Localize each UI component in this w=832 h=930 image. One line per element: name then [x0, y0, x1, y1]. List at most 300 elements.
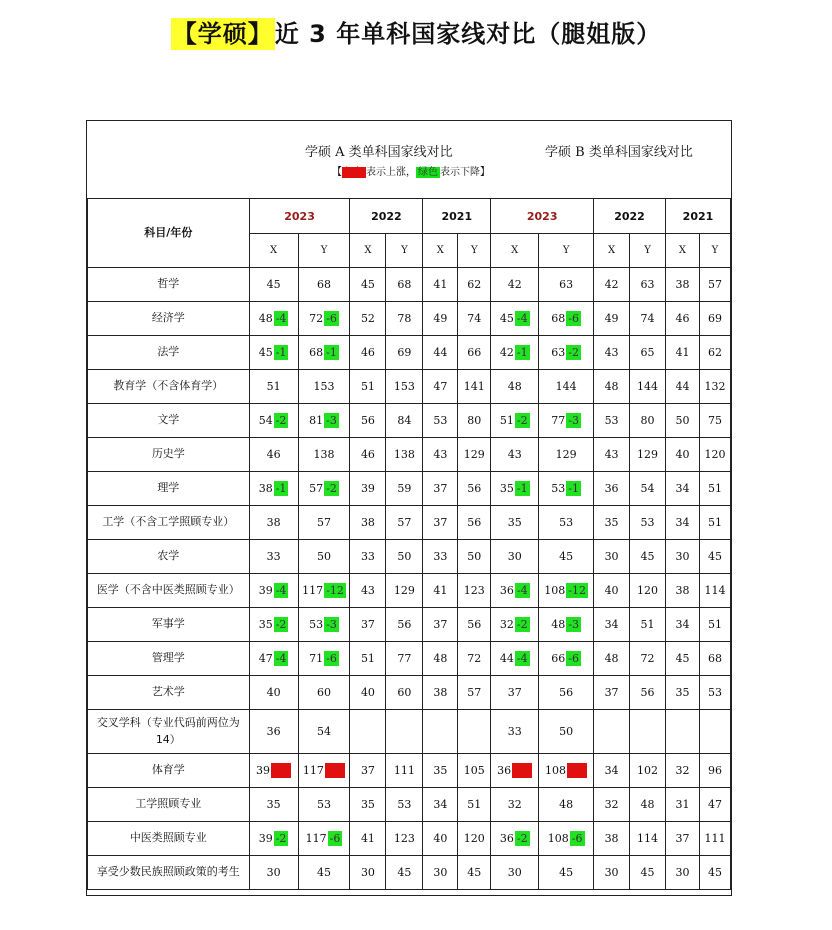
score-cell [249, 370, 298, 404]
score-cell [630, 788, 666, 822]
score-value: 35 [604, 516, 619, 529]
score-cell [491, 822, 539, 856]
score-value: 34 [675, 516, 690, 529]
score-cell [699, 506, 730, 540]
score-cell [249, 856, 298, 890]
score-value: 132 [704, 380, 726, 393]
score-cell [298, 336, 350, 370]
score-value: 69 [397, 346, 412, 359]
score-cell [630, 370, 666, 404]
score-value: 53 [559, 516, 574, 529]
score-value: 40 [360, 686, 375, 699]
subject-cell: 农学 [88, 540, 250, 574]
score-value: 38 [433, 686, 448, 699]
score-cell [665, 404, 699, 438]
score-value: 51 [640, 618, 655, 631]
score-cell [594, 506, 630, 540]
score-value: 54 [317, 725, 331, 738]
score-cell [539, 472, 594, 506]
score-cell [539, 336, 594, 370]
score-cell [630, 574, 666, 608]
score-value: 51 [360, 652, 375, 665]
score-value: 72 [309, 312, 324, 325]
score-cell [665, 506, 699, 540]
decrease-badge: -12 [568, 584, 586, 597]
decrease-badge: -2 [516, 618, 528, 631]
y-header: Y [699, 234, 730, 268]
score-value: 37 [507, 686, 522, 699]
page-title [0, 14, 832, 49]
score-cell [539, 540, 594, 574]
score-cell [423, 676, 458, 710]
score-value: 108 [547, 832, 569, 845]
score-cell [458, 710, 491, 754]
score-cell [423, 608, 458, 642]
score-cell [699, 472, 730, 506]
score-cell [491, 710, 539, 754]
decrease-badge: -6 [329, 832, 341, 845]
score-cell [699, 608, 730, 642]
score-value: 36 [499, 832, 514, 845]
score-value: 38 [258, 482, 273, 495]
score-value: 68 [317, 278, 331, 291]
score-cell [350, 676, 386, 710]
score-cell [423, 642, 458, 676]
score-value: 43 [507, 448, 522, 461]
score-value: 45 [640, 550, 655, 563]
score-value: 56 [467, 618, 482, 631]
score-cell [423, 404, 458, 438]
score-cell [298, 370, 350, 404]
score-table [87, 198, 731, 890]
decrease-badge: -1 [275, 346, 287, 359]
score-value: 37 [360, 764, 375, 777]
score-value: 46 [266, 448, 281, 461]
score-value: 30 [604, 550, 619, 563]
score-value: 48 [604, 652, 619, 665]
score-cell [249, 404, 298, 438]
x-header: X [665, 234, 699, 268]
score-cell [423, 370, 458, 404]
score-cell [594, 336, 630, 370]
score-cell [594, 404, 630, 438]
score-cell [249, 574, 298, 608]
score-value: 45 [675, 652, 690, 665]
score-value: 33 [266, 550, 281, 563]
increase-badge: +2 [272, 764, 290, 777]
score-cell [298, 404, 350, 438]
score-cell [423, 788, 458, 822]
score-value: 40 [433, 832, 448, 845]
subject-cell: 文学 [88, 404, 250, 438]
y-header: Y [386, 234, 423, 268]
score-value: 123 [463, 584, 485, 597]
x-header: X [594, 234, 630, 268]
score-cell [458, 822, 491, 856]
score-cell [594, 540, 630, 574]
score-value: 45 [317, 866, 331, 879]
score-value: 30 [433, 866, 448, 879]
year-header-row [88, 199, 731, 234]
sheet-header [87, 121, 731, 199]
score-cell [458, 856, 491, 890]
table-row [88, 676, 731, 710]
score-cell [458, 608, 491, 642]
score-cell [630, 754, 666, 788]
score-value: 123 [393, 832, 415, 845]
table-row [88, 788, 731, 822]
score-value: 56 [360, 414, 375, 427]
score-cell [630, 336, 666, 370]
score-value: 30 [507, 866, 522, 879]
score-value: 38 [604, 832, 619, 845]
score-value: 43 [360, 584, 375, 597]
decrease-badge: -3 [326, 414, 337, 427]
table-row [88, 268, 731, 302]
score-cell [350, 472, 386, 506]
score-value: 56 [559, 686, 574, 699]
score-value: 74 [467, 312, 482, 325]
score-cell [699, 574, 730, 608]
score-cell [491, 438, 539, 472]
score-value: 46 [360, 346, 375, 359]
score-cell [423, 472, 458, 506]
increase-badge: +6 [569, 764, 586, 777]
score-cell [539, 404, 594, 438]
score-cell [594, 788, 630, 822]
score-value: 74 [640, 312, 655, 325]
score-cell [249, 336, 298, 370]
score-cell [350, 302, 386, 336]
score-cell [298, 642, 350, 676]
score-value: 35 [675, 686, 690, 699]
score-value: 35 [360, 798, 375, 811]
score-cell [458, 788, 491, 822]
table-row [88, 608, 731, 642]
decrease-badge: -2 [326, 482, 337, 495]
score-cell [350, 268, 386, 302]
score-value: 49 [604, 312, 619, 325]
score-cell [539, 506, 594, 540]
score-value: 38 [360, 516, 375, 529]
score-cell [350, 574, 386, 608]
decrease-badge: -6 [568, 652, 579, 665]
score-cell [423, 754, 458, 788]
score-value: 129 [393, 584, 415, 597]
score-cell [298, 754, 350, 788]
score-value: 114 [637, 832, 658, 845]
decrease-badge: -6 [326, 312, 337, 325]
score-cell [491, 608, 539, 642]
score-cell [630, 856, 666, 890]
score-cell [594, 302, 630, 336]
score-cell [249, 710, 298, 754]
score-cell [491, 506, 539, 540]
score-value: 53 [317, 798, 331, 811]
score-value: 37 [433, 516, 448, 529]
subject-cell: 工学照顾专业 [88, 788, 250, 822]
decrease-badge: -2 [275, 618, 287, 631]
score-value: 51 [467, 798, 482, 811]
score-value: 36 [604, 482, 619, 495]
score-value: 41 [433, 584, 448, 597]
score-value: 75 [707, 414, 722, 427]
score-value: 34 [675, 618, 690, 631]
decrease-badge: -3 [326, 618, 337, 631]
score-cell [298, 302, 350, 336]
score-value: 72 [640, 652, 655, 665]
score-cell [458, 574, 491, 608]
score-cell [665, 268, 699, 302]
x-header: X [423, 234, 458, 268]
score-value: 72 [467, 652, 482, 665]
score-cell [386, 336, 423, 370]
score-cell [539, 438, 594, 472]
title-text: 近 3 年单科国家线对比（腿姐版） [274, 20, 662, 48]
score-value: 63 [640, 278, 655, 291]
score-value: 45 [258, 346, 273, 359]
score-value: 34 [604, 618, 619, 631]
score-cell [539, 788, 594, 822]
score-value: 62 [467, 278, 482, 291]
score-value: 68 [551, 312, 566, 325]
score-cell [699, 676, 730, 710]
score-value: 30 [360, 866, 375, 879]
score-value: 40 [675, 448, 690, 461]
score-cell [699, 302, 730, 336]
score-value: 59 [397, 482, 412, 495]
score-cell [594, 822, 630, 856]
score-cell [249, 822, 298, 856]
score-cell [350, 608, 386, 642]
score-cell [539, 676, 594, 710]
score-cell [665, 540, 699, 574]
score-cell [298, 710, 350, 754]
subtitle-a: 学硕 A 类单科国家线对比 [305, 145, 453, 160]
subject-cell: 法学 [88, 336, 250, 370]
decrease-badge: -4 [516, 652, 528, 665]
score-value: 32 [604, 798, 619, 811]
score-value: 35 [499, 482, 514, 495]
score-cell [665, 676, 699, 710]
score-value: 34 [675, 482, 690, 495]
score-cell [665, 608, 699, 642]
score-cell [594, 710, 630, 754]
score-value: 153 [393, 380, 415, 393]
color-legend [332, 163, 490, 178]
score-cell [386, 472, 423, 506]
score-value: 65 [640, 346, 655, 359]
table-row [88, 754, 731, 788]
score-value: 43 [604, 346, 619, 359]
score-value: 45 [467, 866, 482, 879]
score-value: 45 [499, 312, 514, 325]
score-cell [630, 676, 666, 710]
score-cell [458, 268, 491, 302]
score-value: 34 [433, 798, 448, 811]
score-value: 117 [302, 764, 324, 777]
score-value: 42 [604, 278, 619, 291]
score-value: 56 [467, 482, 482, 495]
subject-cell: 医学（不含中医类照顾专业） [88, 574, 250, 608]
decrease-badge: -3 [568, 618, 579, 631]
score-value: 68 [397, 278, 412, 291]
legend-green-swatch: 绿色 [418, 167, 438, 178]
score-value: 36 [497, 764, 512, 777]
score-value: 60 [317, 686, 331, 699]
score-value: 47 [258, 652, 273, 665]
decrease-badge: -1 [516, 482, 528, 495]
score-cell [350, 438, 386, 472]
score-cell [539, 574, 594, 608]
score-value: 39 [258, 584, 273, 597]
score-cell [350, 856, 386, 890]
score-cell [386, 370, 423, 404]
score-value: 38 [675, 278, 690, 291]
score-value: 111 [704, 832, 726, 845]
score-value: 63 [559, 278, 574, 291]
score-cell [386, 540, 423, 574]
score-cell [665, 710, 699, 754]
score-cell [350, 370, 386, 404]
score-cell [386, 676, 423, 710]
score-value: 51 [707, 516, 722, 529]
score-value: 84 [397, 414, 412, 427]
score-value: 45 [707, 866, 722, 879]
score-cell [539, 822, 594, 856]
score-cell [491, 302, 539, 336]
score-value: 102 [637, 764, 658, 777]
score-value: 42 [507, 278, 522, 291]
score-cell [423, 856, 458, 890]
table-row [88, 710, 731, 754]
score-cell [249, 642, 298, 676]
score-value: 51 [707, 482, 722, 495]
score-value: 36 [499, 584, 514, 597]
score-cell [594, 642, 630, 676]
score-cell [594, 608, 630, 642]
score-value: 44 [433, 346, 448, 359]
legend-red-swatch: 红色 [344, 167, 364, 178]
score-cell [386, 404, 423, 438]
legend-mid: 表示上涨， [366, 167, 416, 178]
score-cell [298, 608, 350, 642]
score-cell [539, 302, 594, 336]
subject-cell: 体育学 [88, 754, 250, 788]
score-value: 120 [463, 832, 485, 845]
score-value: 129 [555, 448, 577, 461]
score-cell [665, 788, 699, 822]
score-cell [630, 472, 666, 506]
year-header-a-2022: 2022 [350, 199, 423, 234]
score-cell [249, 302, 298, 336]
score-value: 32 [507, 798, 522, 811]
table-row [88, 336, 731, 370]
subject-year-header: 科目/年份 [88, 199, 250, 268]
subject-cell: 艺术学 [88, 676, 250, 710]
score-cell [539, 710, 594, 754]
score-cell [699, 754, 730, 788]
score-cell [458, 642, 491, 676]
score-value: 51 [707, 618, 722, 631]
score-cell [458, 472, 491, 506]
score-value: 54 [640, 482, 655, 495]
score-value: 46 [360, 448, 375, 461]
score-cell [699, 540, 730, 574]
score-cell [249, 608, 298, 642]
score-cell [491, 472, 539, 506]
score-value: 138 [393, 448, 415, 461]
score-value: 39 [258, 832, 273, 845]
score-cell [699, 336, 730, 370]
decrease-badge: -3 [568, 414, 579, 427]
score-value: 68 [707, 652, 722, 665]
decrease-badge: -6 [571, 832, 583, 845]
score-value: 63 [551, 346, 566, 359]
score-cell [458, 404, 491, 438]
score-value: 105 [463, 764, 485, 777]
score-value: 33 [360, 550, 375, 563]
decrease-badge: -12 [326, 584, 344, 597]
score-cell [594, 676, 630, 710]
score-cell [350, 404, 386, 438]
decrease-badge: -2 [568, 346, 579, 359]
score-cell [249, 268, 298, 302]
score-cell [539, 754, 594, 788]
score-cell [298, 268, 350, 302]
subject-cell: 历史学 [88, 438, 250, 472]
score-cell [249, 540, 298, 574]
score-value: 71 [309, 652, 324, 665]
table-row [88, 404, 731, 438]
score-value: 45 [559, 550, 574, 563]
decrease-badge: -1 [275, 482, 287, 495]
score-value: 46 [675, 312, 690, 325]
score-cell [539, 642, 594, 676]
title-tag: 【学硕】 [172, 20, 273, 48]
score-value: 57 [707, 278, 722, 291]
score-value: 80 [640, 414, 655, 427]
table-row [88, 370, 731, 404]
score-value: 43 [433, 448, 448, 461]
score-value: 48 [551, 618, 566, 631]
score-value: 120 [704, 448, 726, 461]
score-value: 144 [637, 380, 658, 393]
score-cell [491, 788, 539, 822]
score-value: 144 [555, 380, 577, 393]
score-value: 53 [309, 618, 324, 631]
score-cell [491, 404, 539, 438]
score-cell [491, 642, 539, 676]
score-value: 114 [704, 584, 726, 597]
score-cell [665, 336, 699, 370]
score-value: 108 [545, 764, 567, 777]
decrease-badge: -6 [326, 652, 337, 665]
score-cell [665, 438, 699, 472]
score-line-sheet [86, 120, 732, 896]
legend-open: 【 [332, 167, 342, 178]
x-header: X [350, 234, 386, 268]
score-cell [298, 540, 350, 574]
score-value: 35 [433, 764, 448, 777]
score-cell [594, 370, 630, 404]
subject-cell: 享受少数民族照顾政策的考生 [88, 856, 250, 890]
score-value: 62 [707, 346, 722, 359]
y-header: Y [458, 234, 491, 268]
year-header-b-2022: 2022 [594, 199, 666, 234]
increase-badge: +2 [514, 764, 531, 777]
decrease-badge: -2 [516, 832, 528, 845]
